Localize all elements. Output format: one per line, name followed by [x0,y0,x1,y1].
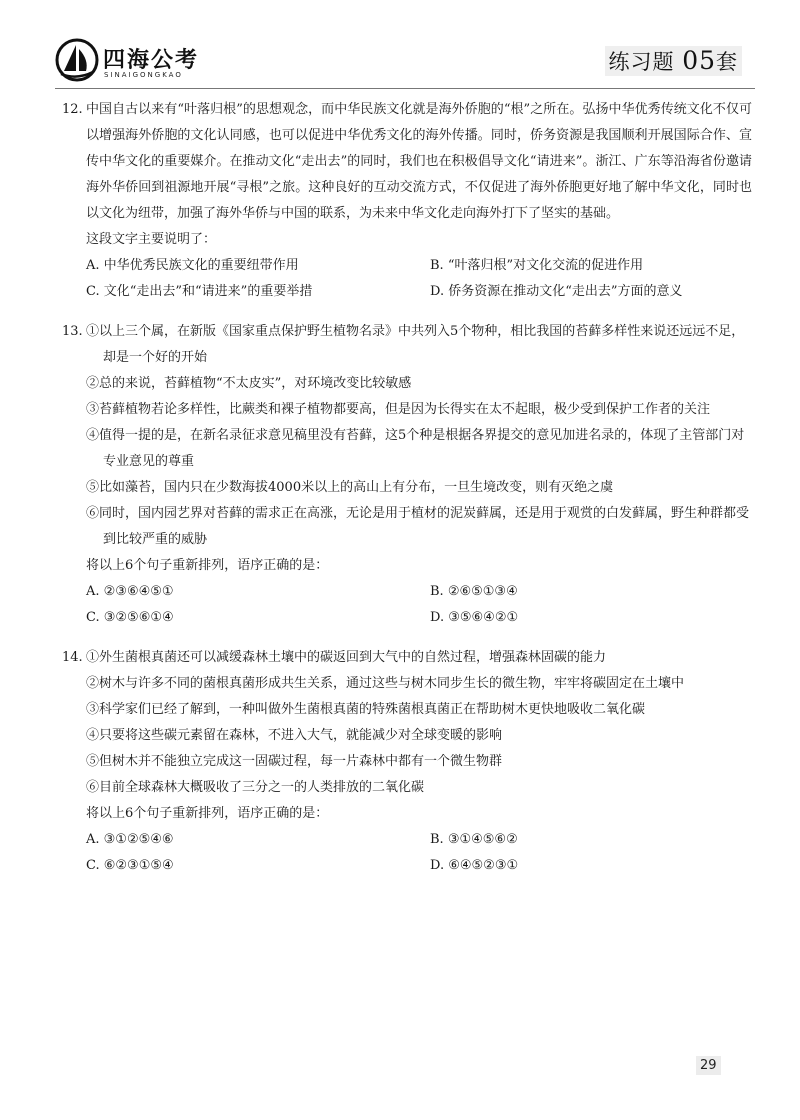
answer-options [86,827,752,879]
sentence-item: ③苔藓植物若论多样性，比蕨类和裸子植物都要高，但是因为长得实在太不起眼，极少受到保护工作者的关注 [86,402,711,417]
option-c[interactable]: C. ③②⑤⑥①④ [86,610,174,625]
sentence-item: ⑥同时，国内园艺界对苔藓的需求正在高涨，无论是用于植材的泥炭藓属，还是用于观赏的白发藓属，野生种群都受到比较严重的威胁 [86,506,750,547]
set-prefix: 练习题 [608,50,675,74]
logo-subtitle: SINAIGONGKAO [104,71,183,79]
logo-name: 四海公考 [103,48,200,73]
sentence-item: ②树木与许多不同的菌根真菌形成共生关系，通过这些与树木同步生长的微生物，牢牢将碳固定在土壤中 [86,676,685,691]
sentence-item: ①外生菌根真菌还可以减缓森林土壤中的碳返回到大气中的自然过程，增强森林固碳的能力 [86,650,607,665]
exercise-set-tag [605,46,743,76]
question-prompt: 将以上6个句子重新排列，语序正确的是： [86,806,329,821]
set-number: 05 [682,46,716,75]
sentence-item: ⑥目前全球森林大概吸收了三分之一的人类排放的二氧化碳 [86,780,425,795]
question-13 [62,319,752,631]
option-b[interactable]: B. ②⑥⑤①③④ [430,584,518,599]
brand-logo [55,38,205,86]
header-divider [55,88,755,89]
option-a[interactable]: A. ②③⑥④⑤① [86,584,174,599]
option-b[interactable]: B. “叶落归根”对文化交流的促进作用 [430,258,644,273]
option-d[interactable]: D. ③⑤⑥④②① [430,610,519,625]
option-a[interactable]: A. ③①②⑤④⑥ [86,832,174,847]
page-number: 29 [696,1056,721,1075]
question-list [62,97,752,893]
question-12 [62,97,752,305]
option-d[interactable]: D. 侨务资源在推动文化“走出去”方面的意义 [430,284,683,299]
option-c[interactable]: C. ⑥②③①⑤④ [86,858,174,873]
question-number: 14. [62,650,83,665]
option-d[interactable]: D. ⑥④⑤②③① [430,858,519,873]
question-prompt: 这段文字主要说明了： [86,232,217,247]
answer-options [86,579,752,631]
option-c[interactable]: C. 文化“走出去”和“请进来”的重要举措 [86,284,313,299]
sentence-item: ①以上三个属，在新版《国家重点保护野生植物名录》中共列入5个物种，相比我国的苔藓多样性来说还远远不足，却是一个好的开始 [86,324,745,365]
question-number: 13. [62,324,83,339]
sentence-item: ④只要将这些碳元素留在森林，不进入大气，就能减少对全球变暖的影响 [86,728,503,743]
sentence-item: ⑤但树木并不能独立完成这一固碳过程，每一片森林中都有一个微生物群 [86,754,503,769]
sentence-item: ②总的来说，苔藓植物“不太皮实”，对环境改变比较敏感 [86,376,412,391]
question-14 [62,645,752,879]
question-passage: 中国自古以来有“叶落归根”的思想观念，而中华民族文化就是海外侨胞的“根”之所在。弘扬中华优秀传统文化不仅可以增强海外侨胞的文化认同感，也可以促进中华优秀文化的海外传播。同时，侨务资源是我国顺利开展国际合作、宣传中华文化的重要媒介。在推动文化“走出去”的同时，我们也在积极倡导文化“请进来”。浙江、广东等沿海省份邀请海外华侨回到祖源地开展“寻根”之旅。这种良好的互动交流方式，不仅促进了海外侨胞更好地了解中华文化，同时也以文化为纽带，加强了海外华侨与中国的联系，为未来中华文化走向海外打下了坚实的基础。 [86,102,752,221]
sentence-item: ⑤比如藻苔，国内只在少数海拔4000米以上的高山上有分布，一旦生境改变，则有灭绝之虞 [86,480,614,495]
sailboat-logo-icon [55,38,99,82]
set-suffix: 套 [716,50,738,74]
page-header [0,0,800,95]
sentence-item: ④值得一提的是，在新名录征求意见稿里没有苔藓，这5个种是根据各界提交的意见加进名录的，体现了主管部门对专业意见的尊重 [86,428,745,469]
option-a[interactable]: A. 中华优秀民族文化的重要纽带作用 [86,258,299,273]
question-prompt: 将以上6个句子重新排列，语序正确的是： [86,558,329,573]
question-number: 12. [62,102,83,117]
sentence-item: ③科学家们已经了解到，一种叫做外生菌根真菌的特殊菌根真菌正在帮助树木更快地吸收二氧化碳 [86,702,646,717]
answer-options [86,253,752,305]
option-b[interactable]: B. ③①④⑤⑥② [430,832,518,847]
